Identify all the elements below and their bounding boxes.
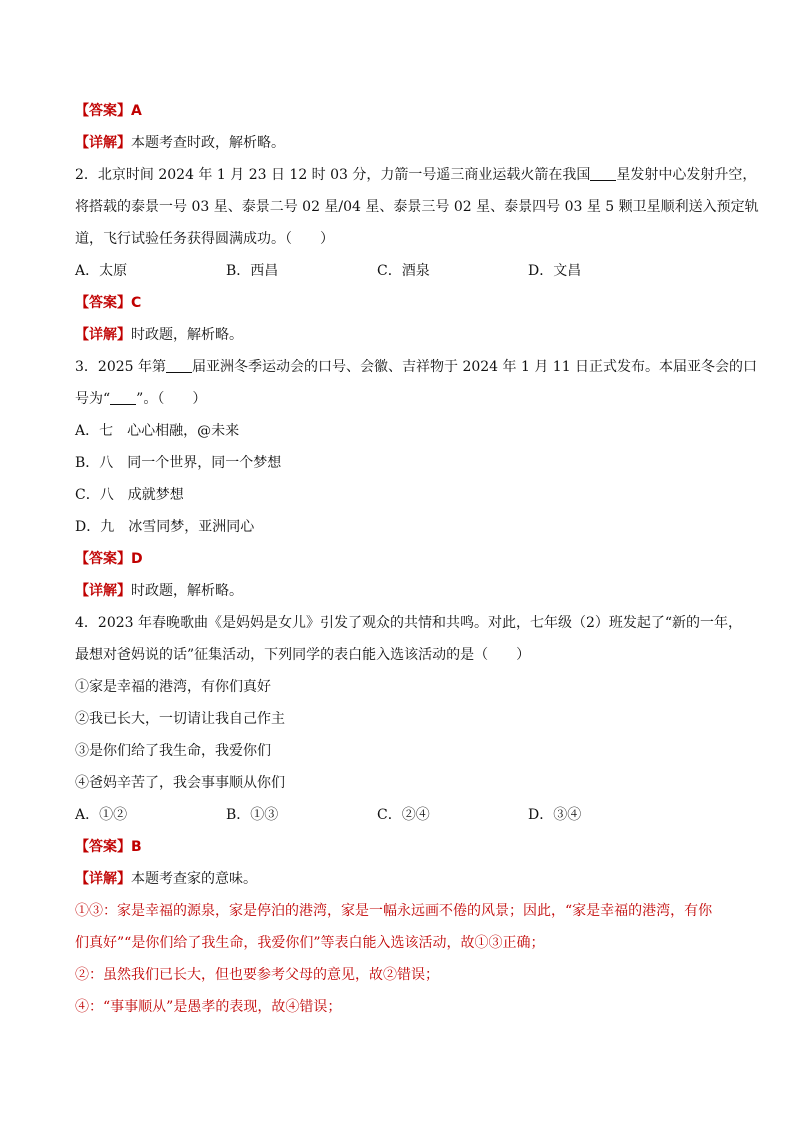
q4-stem-line-2: 最想对爸妈说的话”征集活动，下列同学的表白能入选该活动的是（ ） (75, 647, 531, 663)
q4-stem-line-1: 4．2023 年春晚歌曲《是妈妈是女儿》引发了观众的共情和共鸣。对此，七年级（2）班发起了“新的一年， (75, 615, 743, 631)
q4-options (75, 805, 725, 825)
q4-detail-line (75, 869, 725, 889)
fill-blank (166, 358, 192, 373)
q2-option-b: B．西昌 (226, 263, 279, 279)
q3-detail-text: 时政题，解析略。 (131, 583, 243, 599)
q4-statement-1: ①家是幸福的港湾，有你们真好 (75, 679, 271, 695)
q4-option-c: C．②④ (377, 807, 430, 823)
detail-label: 【详解】 (75, 135, 131, 151)
q3-stem-text: 届亚洲冬季运动会的口号、会徽、吉祥物于 2024 年 1 月 11 日正式发布。本届亚冬会的口 (192, 359, 758, 375)
q3-stem-text: ”。（ ） (136, 391, 207, 407)
answer-label: 【答案】 (75, 839, 131, 855)
answer-label: 【答案】 (75, 551, 131, 567)
q3-answer-line (75, 549, 725, 569)
q2-stem-text: 星发射中心发射升空， (616, 167, 757, 183)
q1-answer-line (75, 101, 725, 121)
q3-answer-value: D (131, 551, 143, 567)
q3-option-b: B．八 同一个世界，同一个梦想 (75, 455, 282, 471)
answer-label: 【答案】 (75, 103, 131, 119)
detail-label: 【详解】 (75, 583, 131, 599)
q2-answer-value: C (131, 295, 142, 311)
q3-stem-line-1 (75, 357, 758, 377)
q4-statement-3: ③是你们给了我生命，我爱你们 (75, 743, 271, 759)
q1-answer-value: A (131, 103, 142, 119)
q4-answer-line (75, 837, 725, 857)
q4-option-a: A．①② (75, 807, 128, 823)
q2-option-a: A．太原 (75, 263, 128, 279)
q4-detail-text: 本题考查家的意味。 (131, 871, 257, 887)
q3-option-c: C．八 成就梦想 (75, 487, 184, 503)
q4-explanation-line-1: ①③：家是幸福的源泉，家是停泊的港湾，家是一幅永远画不倦的风景；因此，“家是幸福的港湾，有你 (75, 903, 713, 919)
q4-explanation-line-2: 们真好”“是你们给了我生命，我爱你们”等表白能入选该活动，故①③正确； (75, 935, 545, 951)
q3-stem-line-2 (75, 389, 725, 409)
q3-stem-text: 号为“ (75, 391, 111, 407)
q2-stem-text: 2．北京时间 2024 年 1 月 23 日 12 时 03 分，力箭一号遥三商业运载火箭在我国 (75, 167, 591, 183)
q3-option-a: A．七 心心相融，@未来 (75, 423, 240, 439)
q2-options (75, 261, 725, 281)
q2-option-c: C．酒泉 (377, 263, 430, 279)
q1-detail-text: 本题考查时政，解析略。 (131, 135, 285, 151)
q4-option-b: B．①③ (226, 807, 279, 823)
q4-explanation-line-4: ④：“事事顺从”是愚孝的表现，故④错误； (75, 999, 342, 1015)
q4-statement-2: ②我已长大，一切请让我自己作主 (75, 711, 285, 727)
q3-stem-text: 3．2025 年第 (75, 359, 166, 375)
q2-stem-line-3: 道，飞行试验任务获得圆满成功。（ ） (75, 231, 334, 247)
fill-blank (590, 166, 616, 181)
q2-stem-line-2: 将搭载的泰景一号 03 星、泰景二号 02 星/04 星、泰景三号 02 星、泰景四号 03 星 5 颗卫星顺利送入预定轨 (75, 199, 759, 215)
q4-explanation-line-3: ②：虽然我们已长大，但也要参考父母的意见，故②错误； (75, 967, 439, 983)
answer-label: 【答案】 (75, 295, 131, 311)
q2-detail-line (75, 325, 725, 345)
detail-label: 【详解】 (75, 871, 131, 887)
q4-answer-value: B (131, 839, 142, 855)
q2-answer-line (75, 293, 725, 313)
q3-option-d: D．九 冰雪同梦，亚洲同心 (75, 519, 255, 535)
q3-detail-line (75, 581, 725, 601)
q2-stem-line-1 (75, 165, 757, 185)
q4-option-d: D．③④ (528, 807, 582, 823)
q1-detail-line (75, 133, 725, 153)
q2-option-d: D．文昌 (528, 263, 582, 279)
q4-statement-4: ④爸妈辛苦了，我会事事顺从你们 (75, 775, 285, 791)
q2-detail-text: 时政题，解析略。 (131, 327, 243, 343)
detail-label: 【详解】 (75, 327, 131, 343)
fill-blank (110, 390, 136, 405)
